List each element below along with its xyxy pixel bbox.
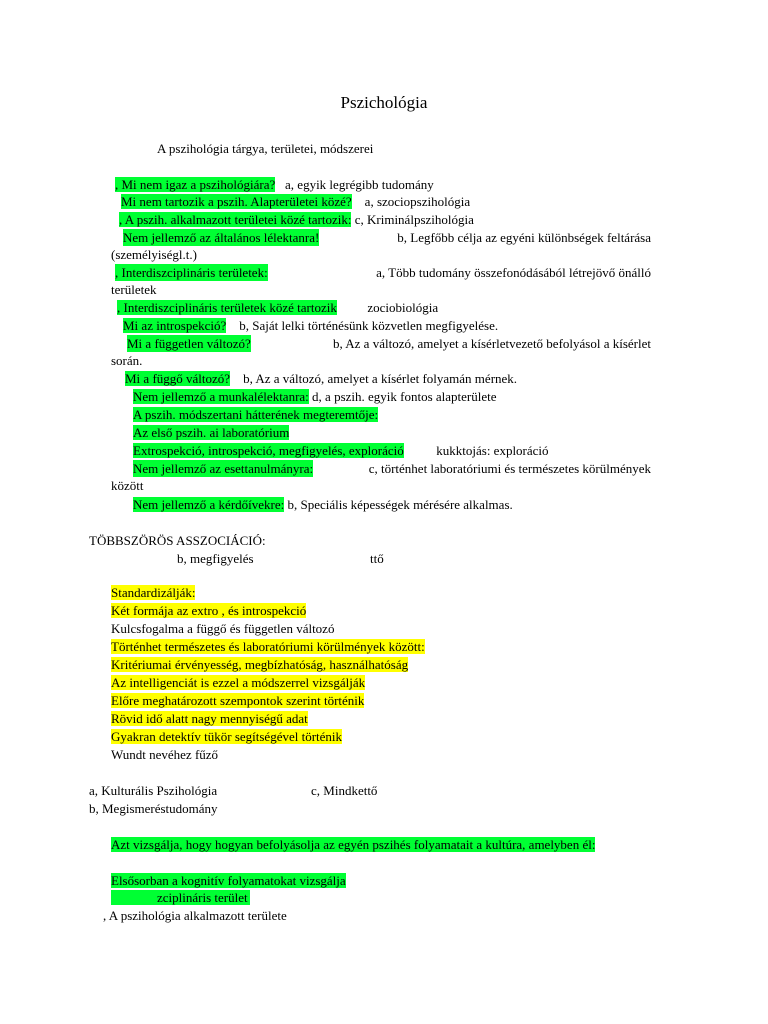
list-item: Kritériumai érvényesség, megbízhatóság, használhatóság	[111, 657, 409, 672]
option-c: c, Mindkettő	[311, 783, 378, 798]
question: Mi az introspekció?	[123, 318, 227, 333]
qa-continuation: között	[111, 478, 144, 493]
section-heading: TÖBBSZÖRÖS ASSZOCIÁCIÓ:	[89, 533, 266, 548]
qa-row	[115, 264, 651, 281]
answer: c, történhet laboratóriumi és természetes körülmények	[368, 461, 651, 476]
qa-row	[119, 211, 474, 228]
page-title: Pszichológia	[340, 93, 428, 112]
option-c: ttő	[370, 551, 384, 566]
question: Nem jellemző a munkalélektanra:	[133, 389, 309, 404]
list-item: Gyakran detektív tükör segítségével történik	[111, 729, 343, 744]
question: Az első pszih. ai laboratórium	[133, 425, 290, 440]
list-item: Rövid idő alatt nagy mennyiségű adat	[111, 711, 308, 726]
qa-row	[133, 424, 289, 441]
answer: b, Az a változó, amelyet a kísérlet folyamán mérnek.	[243, 371, 518, 386]
qa-row	[115, 176, 434, 193]
list-item: Elsősorban a kognitív folyamatokat vizsgálja	[111, 873, 346, 888]
question: Extrospekció, introspekció, megfigyelés, exploráció	[133, 443, 404, 458]
list-item: zciplináris terület	[111, 889, 250, 906]
qa-row	[127, 335, 651, 352]
qa-continuation: területek	[111, 282, 157, 297]
question: Mi a független változó?	[127, 336, 251, 351]
answer: b, Legfőbb célja az egyéni különbségek feltárása	[397, 230, 651, 245]
list-item: Standardizálják:	[111, 585, 196, 600]
list-item: Előre meghatározott szempontok szerint történik	[111, 693, 365, 708]
answer: a, Több tudomány összefonódásából létrejövő önálló	[376, 265, 651, 280]
answer: a, szociopszihológia	[364, 194, 471, 209]
list-item: , A pszihológia alkalmazott területe	[103, 908, 287, 923]
qa-row	[125, 370, 517, 387]
list-item: Két formája az extro , és introspekció	[111, 603, 307, 618]
qa-row	[123, 317, 498, 334]
answer: kukktojás: exploráció	[436, 443, 549, 458]
option-b: b, Megismeréstudomány	[89, 801, 218, 816]
qa-row	[133, 460, 651, 477]
qa-continuation: során.	[111, 353, 143, 368]
question: , Interdiszciplináris területek közé tartozik	[117, 300, 337, 315]
option-b: b, megfigyelés	[177, 551, 254, 566]
qa-row	[123, 229, 651, 246]
list-item: Az intelligenciát is ezzel a módszerrel vizsgálják	[111, 675, 366, 690]
question: Mi a függő változó?	[125, 371, 231, 386]
qa-row	[133, 388, 497, 405]
answer: zociobiológia	[367, 300, 439, 315]
list-item: Azt vizsgálja, hogy hogyan befolyásolja az egyén pszihés folyamatait a kultúra, amelyben él:	[111, 837, 596, 852]
list-item: Wundt nevéhez fűző	[111, 747, 219, 762]
answer: b, Saját lelki történésünk közvetlen megfigyelése.	[239, 318, 499, 333]
question: , A pszih. alkalmazott területei közé tartozik:	[119, 212, 352, 227]
qa-row	[121, 193, 470, 210]
qa-row	[133, 496, 513, 513]
question: Nem jellemző az általános lélektanra!	[123, 230, 320, 245]
answer: d, a pszih. egyik fontos alapterülete	[312, 389, 497, 404]
question: Mi nem tartozik a pszih. Alapterületei közé?	[121, 194, 352, 209]
answer: a, egyik legrégibb tudomány	[285, 177, 434, 192]
question: , Interdiszciplináris területek:	[115, 265, 268, 280]
option-a: a, Kulturális Pszihológia	[89, 783, 218, 798]
answer: b, Speciális képességek mérésére alkalmas.	[287, 497, 513, 512]
question: A pszih. módszertani hátterének megteremtője:	[133, 407, 379, 422]
list-item: Történhet természetes és laboratóriumi körülmények között:	[111, 639, 425, 654]
answer: b, Az a változó, amelyet a kísérletvezető befolyásol a kísérlet	[332, 336, 651, 351]
question: Nem jellemző a kérdőívekre:	[133, 497, 285, 512]
answer: c, Kriminálpszihológia	[354, 212, 474, 227]
qa-continuation: (személyiségl.t.)	[111, 247, 197, 262]
list-item: Kulcsfogalma a függő és független változó	[111, 621, 335, 636]
qa-row	[117, 299, 438, 316]
question: Nem jellemző az esettanulmányra:	[133, 461, 314, 476]
subtitle: A pszihológia tárgya, területei, módszerei	[157, 141, 374, 156]
qa-row	[133, 406, 378, 423]
qa-row	[133, 442, 549, 459]
question: , Mi nem igaz a pszihológiára?	[115, 177, 276, 192]
